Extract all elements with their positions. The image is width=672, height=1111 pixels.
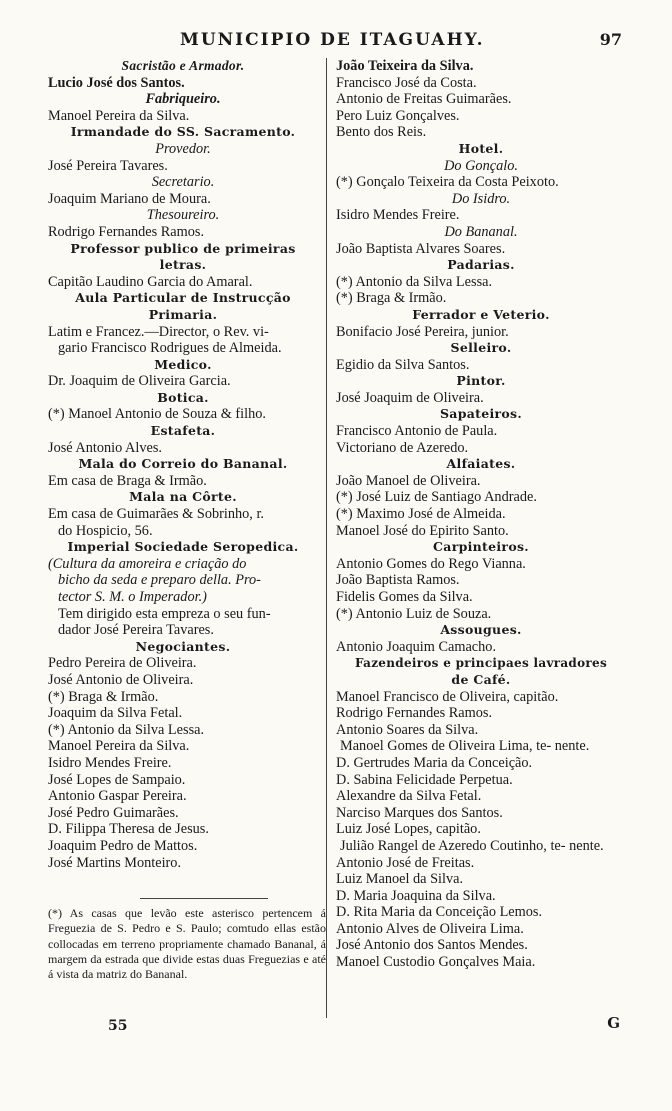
entry: (*) Manoel Antonio de Souza & filho.: [48, 406, 266, 423]
list-item: José Antonio de Oliveira.: [48, 671, 194, 688]
section-heading: de Café.: [451, 671, 511, 687]
entry: Rodrigo Fernandes Ramos.: [48, 223, 205, 240]
list-item: Manoel Pereira da Silva.: [48, 738, 190, 755]
signature-mark: 55: [108, 1018, 128, 1034]
list-item: João Teixeira da Silva.: [336, 58, 474, 74]
entry: Isidro Mendes Freire.: [336, 207, 460, 224]
entry: José Pereira Tavares.: [48, 157, 168, 174]
list-item: Luiz José Lopes, capitão.: [336, 821, 481, 838]
list-item: Bento dos Reis.: [336, 124, 427, 141]
section-heading: Selleiro.: [450, 340, 512, 356]
section-heading: Sacristão e Armador.: [121, 58, 245, 73]
section-heading: letras.: [159, 257, 207, 273]
section-heading: Ferrador e Veterio.: [412, 306, 550, 322]
list-item: Luiz Manoel da Silva.: [336, 871, 464, 888]
list-item: (*) Antonio da Silva Lessa.: [336, 273, 493, 290]
list-item: Francisco Antonio de Paula.: [336, 423, 498, 440]
list-item: Antonio de Freitas Guimarães.: [336, 91, 512, 108]
section-heading: Imperial Sociedade Seropedica.: [67, 539, 299, 555]
entry: bicho da seda e preparo della. Pro-: [58, 572, 261, 589]
entry: José Antonio Alves.: [48, 439, 162, 456]
section-heading: Padarias.: [447, 257, 515, 273]
signature-letter: G: [607, 1014, 620, 1032]
entry: Capitão Laudino Garcia do Amaral.: [48, 273, 253, 290]
list-item: José Pedro Guimarães.: [48, 804, 179, 821]
section-heading: Fabriqueiro.: [145, 91, 221, 108]
entry: Manoel Pereira da Silva.: [48, 107, 190, 124]
list-item: Victoriano de Azeredo.: [336, 439, 469, 456]
list-item: José Lopes de Sampaio.: [48, 771, 186, 788]
section-heading: Mala na Côrte.: [129, 489, 237, 505]
list-item: Joaquim Pedro de Mattos.: [48, 837, 198, 854]
entry: Joaquim Mariano de Moura.: [48, 190, 211, 207]
list-item: (*) Braga & Irmão.: [48, 688, 159, 705]
section-heading: Carpinteiros.: [433, 539, 529, 555]
entry: José Joaquim de Oliveira.: [336, 389, 484, 406]
section-heading: Professor publico de primeiras: [70, 240, 296, 256]
list-item: D. Gertrudes Maria da Conceição.: [336, 754, 533, 771]
entry: do Hospicio, 56.: [58, 522, 153, 539]
section-heading: Estafeta.: [150, 423, 216, 439]
section-heading: Fazendeiros e principaes lavradores: [354, 656, 608, 671]
entry: Dr. Joaquim de Oliveira Garcia.: [48, 373, 231, 390]
list-item: Rodrigo Fernandes Ramos.: [336, 705, 493, 722]
list-item: João Manoel de Oliveira.: [336, 472, 481, 489]
list-item: Manoel Gomes de Oliveira Lima, te- nente.: [340, 738, 590, 755]
entry: Antonio Joaquim Camacho.: [336, 638, 497, 655]
list-item: (*) Maximo José de Almeida.: [336, 506, 506, 523]
page-number: 97: [599, 30, 622, 49]
sub-heading: Do Gonçalo.: [444, 157, 518, 174]
list-item: (*) Antonio Luiz de Souza.: [336, 605, 492, 622]
section-heading: Hotel.: [458, 140, 504, 156]
list-item: Antonio Alves de Oliveira Lima.: [336, 920, 524, 937]
entry: Tem dirigido esta empreza o seu fun-: [58, 605, 271, 622]
right-column: [336, 58, 626, 971]
list-item: Narciso Marques dos Santos.: [336, 804, 503, 821]
list-item: Fidelis Gomes da Silva.: [336, 589, 473, 605]
list-item: D. Filippa Theresa de Jesus.: [48, 821, 209, 838]
section-heading: Irmandade do SS. Sacramento.: [70, 124, 296, 140]
list-item: Julião Rangel de Azeredo Coutinho, te- nente.: [340, 837, 604, 854]
list-item: Manoel José do Epirito Santo.: [336, 522, 509, 539]
entry: Egidio da Silva Santos.: [336, 356, 470, 373]
list-item: Antonio Gaspar Pereira.: [48, 788, 187, 805]
fazendeiros-list: [336, 689, 626, 971]
list-item: Francisco José da Costa.: [336, 74, 477, 91]
list-item: (*) Antonio da Silva Lessa.: [48, 721, 205, 738]
page-header: [0, 30, 672, 54]
section-heading: Primaria.: [148, 306, 218, 322]
list-item: Manoel Francisco de Oliveira, capitão.: [336, 688, 559, 705]
entry: João Baptista Alvares Soares.: [336, 240, 506, 257]
entry: (Cultura da amoreira e criação do: [48, 555, 247, 572]
sub-heading: Do Bananal.: [444, 223, 518, 240]
entry: dador José Pereira Tavares.: [58, 622, 214, 639]
list-item: (*) José Luiz de Santiago Andrade.: [336, 489, 537, 506]
entry: Lucio José dos Santos.: [48, 74, 185, 91]
list-item: D. Sabina Felicidade Perpetua.: [336, 771, 513, 788]
column-divider: [326, 58, 327, 1018]
list-item: Pero Luiz Gonçalves.: [336, 107, 460, 124]
section-heading: Pintor.: [456, 373, 506, 389]
sub-heading: Do Isidro.: [451, 190, 511, 207]
section-heading: Sapateiros.: [439, 406, 523, 422]
list-item: Antonio Gomes do Rego Vianna.: [336, 555, 526, 572]
entry: tector S. M. o Imperador.): [58, 589, 207, 605]
entry: (*) Gonçalo Teixeira da Costa Peixoto.: [336, 174, 559, 191]
entry: Em casa de Guimarães & Sobrinho, r.: [48, 506, 264, 523]
section-heading: Aula Particular de Instrucção: [75, 290, 291, 306]
entry: gario Francisco Rodrigues de Almeida.: [58, 340, 282, 357]
list-item: D. Maria Joaquina da Silva.: [336, 887, 496, 904]
list-item: (*) Braga & Irmão.: [336, 290, 447, 307]
list-item: João Baptista Ramos.: [336, 572, 460, 589]
left-column: [48, 58, 318, 871]
negociantes-list: [48, 655, 318, 871]
section-heading: Assougues.: [440, 622, 522, 638]
sub-heading: Provedor.: [155, 140, 211, 157]
page-title: MUNICIPIO DE ITAGUAHY.: [180, 30, 485, 50]
list-item: Pedro Pereira de Oliveira.: [48, 655, 197, 672]
list-item: Joaquim da Silva Fetal.: [48, 705, 183, 722]
section-heading: Negociantes.: [135, 638, 231, 654]
entry: Bonifacio José Pereira, junior.: [336, 323, 509, 340]
list-item: José Martins Monteiro.: [48, 854, 182, 871]
sub-heading: Thesoureiro.: [146, 207, 220, 224]
list-item: Alexandre da Silva Fetal.: [336, 788, 482, 805]
list-item: Isidro Mendes Freire.: [48, 754, 172, 771]
footnote: (*) As casas que levão este asterisco pertencem á Freguezia de S. Pedro e S. Paulo; comtudo ellas estão collocadas em terreno propriamente chamado Bananal, á margem da estrada que divide estas duas Freguezias e até á vista da matriz do Bananal.: [48, 906, 326, 982]
list-item: José Antonio dos Santos Mendes.: [336, 937, 528, 954]
footnote-divider: [140, 898, 268, 899]
list-item: Manoel Custodio Gonçalves Maia.: [336, 954, 536, 971]
section-heading: Medico.: [154, 356, 212, 372]
section-heading: Mala do Correio do Bananal.: [78, 456, 288, 472]
entry: Latim e Francez.—Director, o Rev. vi-: [48, 323, 269, 340]
section-heading: Alfaiates.: [446, 456, 516, 472]
sub-heading: Secretario.: [151, 174, 215, 191]
list-item: D. Rita Maria da Conceição Lemos.: [336, 904, 543, 921]
entry: Em casa de Braga & Irmão.: [48, 472, 207, 489]
section-heading: Botica.: [157, 389, 209, 405]
list-item: Antonio José de Freitas.: [336, 854, 475, 871]
list-item: Antonio Soares da Silva.: [336, 721, 479, 738]
